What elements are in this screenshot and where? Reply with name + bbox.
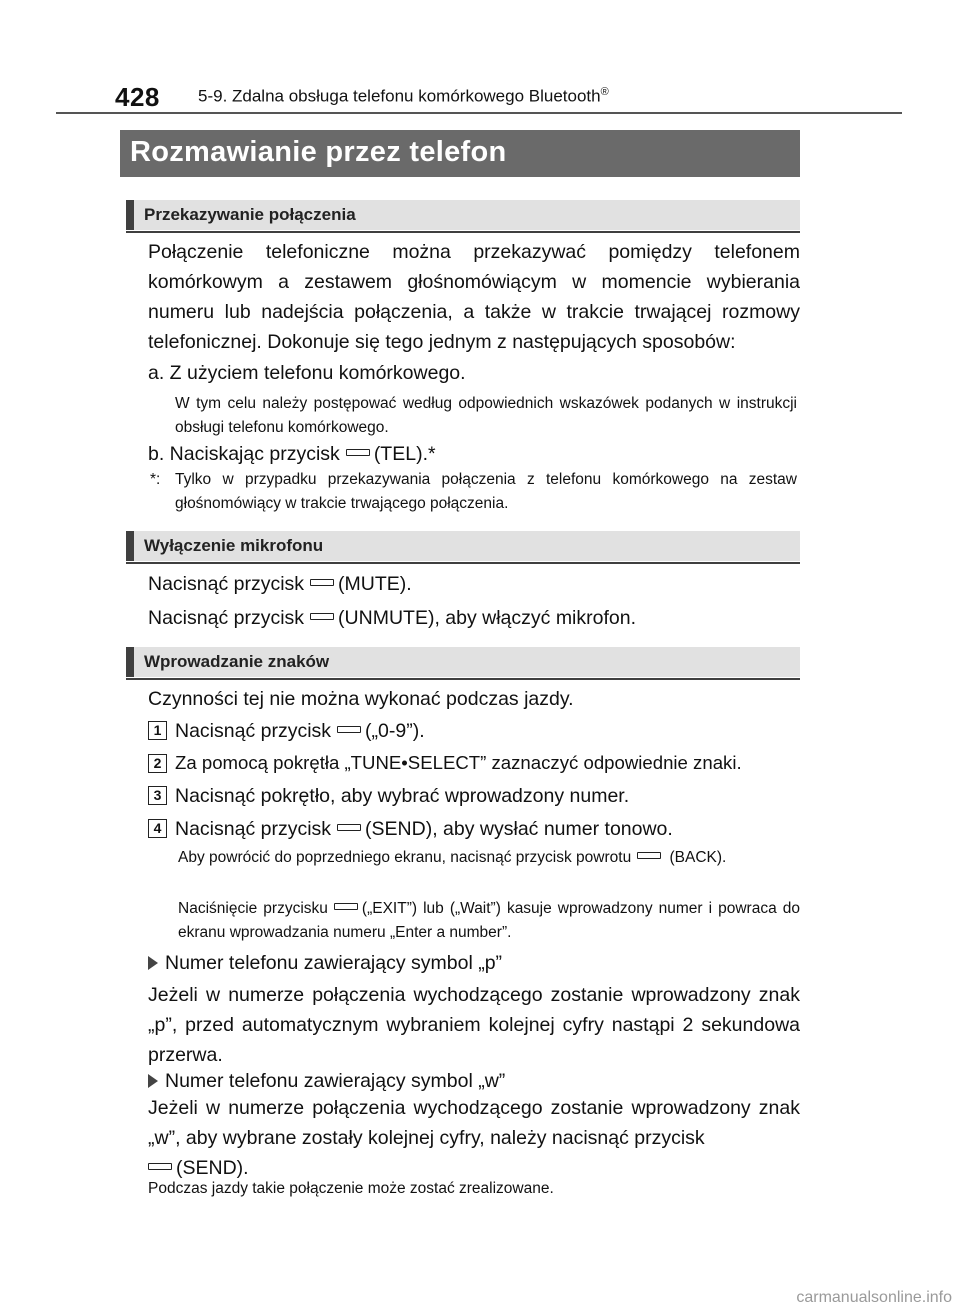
- input-intro: Czynności tej nie można wykonać podczas jazdy.: [148, 688, 574, 710]
- step-label: („0-9”).: [365, 720, 425, 742]
- triangle-bullet-icon: [148, 1074, 158, 1088]
- option-b-label: (TEL).*: [373, 443, 436, 465]
- send-button-icon: [337, 824, 361, 831]
- option-b: [148, 439, 800, 469]
- section-heading-transfer: [126, 200, 800, 230]
- page-title-bar: [120, 130, 800, 177]
- exit-note-text: Naciśnięcie przycisku: [178, 900, 328, 917]
- exit-button-icon: [334, 903, 358, 910]
- step-label: (SEND), aby wysłać numer tonowo.: [365, 818, 673, 840]
- page-number: 428: [115, 82, 160, 112]
- sub-heading-text: Numer telefonu zawierający symbol „p”: [165, 952, 503, 974]
- unmute-button-icon: [310, 613, 334, 620]
- unmute-line: [148, 603, 800, 633]
- exit-note-label: („EXIT”) lub („Wait”) kasuje wprowadzony numer i powraca do ekranu wprowadzania numeru „Enter a number”.: [178, 900, 800, 941]
- transfer-intro: Połączenie telefoniczne można przekazywać pomiędzy telefonem komórkowym a zestawem głośnomówiącym w momencie wybierania numeru lub nadejścia połączenia, a także w trakcie trwającej rozmowy telefonicznej. Dokonuje się tego jednym z następujących sposobów:: [148, 241, 800, 353]
- back-note: [178, 846, 800, 870]
- sub-heading-p: [148, 948, 800, 978]
- back-button-icon: [637, 852, 661, 859]
- step-1: [148, 717, 425, 745]
- running-head-text: 5-9. Zdalna obsługa telefonu komórkowego Bluetooth: [198, 86, 601, 106]
- sub-w-text: [148, 1093, 800, 1183]
- registered-mark: ®: [600, 86, 609, 98]
- step-text: Nacisnąć pokrętło, aby wybrać wprowadzony numer.: [175, 785, 630, 807]
- section-heading-text: Wyłączenie mikrofonu: [144, 536, 324, 555]
- back-note-label: (BACK).: [669, 849, 727, 866]
- exit-note: [178, 897, 800, 945]
- step-number: 1: [148, 721, 167, 740]
- mute-button-icon: [310, 579, 334, 586]
- sub-p-text: Jeżeli w numerze połączenia wychodzącego zostanie wprowadzony znak „p”, przed automatycznym wybraniem kolejnej cyfry nastąpi 2 sekundowa przerwa.: [148, 984, 800, 1066]
- option-a: a. Z użyciem telefonu komórkowego.: [148, 362, 466, 384]
- mute-line: [148, 569, 800, 599]
- option-a-note: W tym celu należy postępować według odpowiednich wskazówek podanych w instrukcji obsługi telefonu komórkowego.: [175, 395, 797, 436]
- running-head: [198, 86, 609, 107]
- footnote: Tylko w przypadku przekazywania połączenia z telefonu komórkowego na zestaw głośnomówiący w trakcie trwającego połączenia.: [175, 471, 797, 512]
- tel-button-icon: [346, 449, 370, 456]
- mute-text: Nacisnąć przycisk: [148, 573, 305, 595]
- section-heading-input: [126, 647, 800, 677]
- section-heading-text: Przekazywanie połączenia: [144, 205, 356, 224]
- footer-watermark: carmanualsonline.info: [796, 1289, 952, 1306]
- final-note: Podczas jazdy takie połączenie może zostać zrealizowane.: [148, 1180, 554, 1197]
- sub-w-label: (SEND).: [176, 1157, 249, 1179]
- step-2: [148, 749, 742, 777]
- send-button-icon: [148, 1163, 172, 1170]
- footnote-mark: *:: [150, 471, 161, 488]
- unmute-text: Nacisnąć przycisk: [148, 607, 305, 629]
- step-3: [148, 782, 629, 810]
- digits-button-icon: [337, 726, 361, 733]
- section-heading-text: Wprowadzanie znaków: [144, 652, 330, 671]
- sub-w-body: Jeżeli w numerze połączenia wychodzącego zostanie wprowadzony znak „w”, aby wybrane zostały kolejnej cyfry, należy nacisnąć przycisk: [148, 1097, 800, 1149]
- step-4: [148, 815, 673, 843]
- step-number: 4: [148, 819, 167, 838]
- mute-label: (MUTE).: [338, 573, 412, 595]
- sub-heading-text: Numer telefonu zawierający symbol „w”: [165, 1070, 506, 1092]
- header-rule: [56, 112, 902, 114]
- step-text: Za pomocą pokrętła „TUNE•SELECT” zaznaczyć odpowiednie znaki.: [175, 752, 742, 773]
- triangle-bullet-icon: [148, 956, 158, 970]
- step-number: 2: [148, 754, 167, 773]
- section-heading-mute: [126, 531, 800, 561]
- option-b-text: b. Naciskając przycisk: [148, 443, 340, 465]
- page-title: Rozmawianie przez telefon: [130, 136, 507, 168]
- sub-heading-w: [148, 1066, 800, 1096]
- unmute-label: (UNMUTE), aby włączyć mikrofon.: [338, 607, 637, 629]
- step-text: Nacisnąć przycisk: [175, 818, 332, 840]
- step-text: Nacisnąć przycisk: [175, 720, 332, 742]
- step-number: 3: [148, 786, 167, 805]
- back-note-text: Aby powrócić do poprzedniego ekranu, nacisnąć przycisk powrotu: [178, 849, 632, 866]
